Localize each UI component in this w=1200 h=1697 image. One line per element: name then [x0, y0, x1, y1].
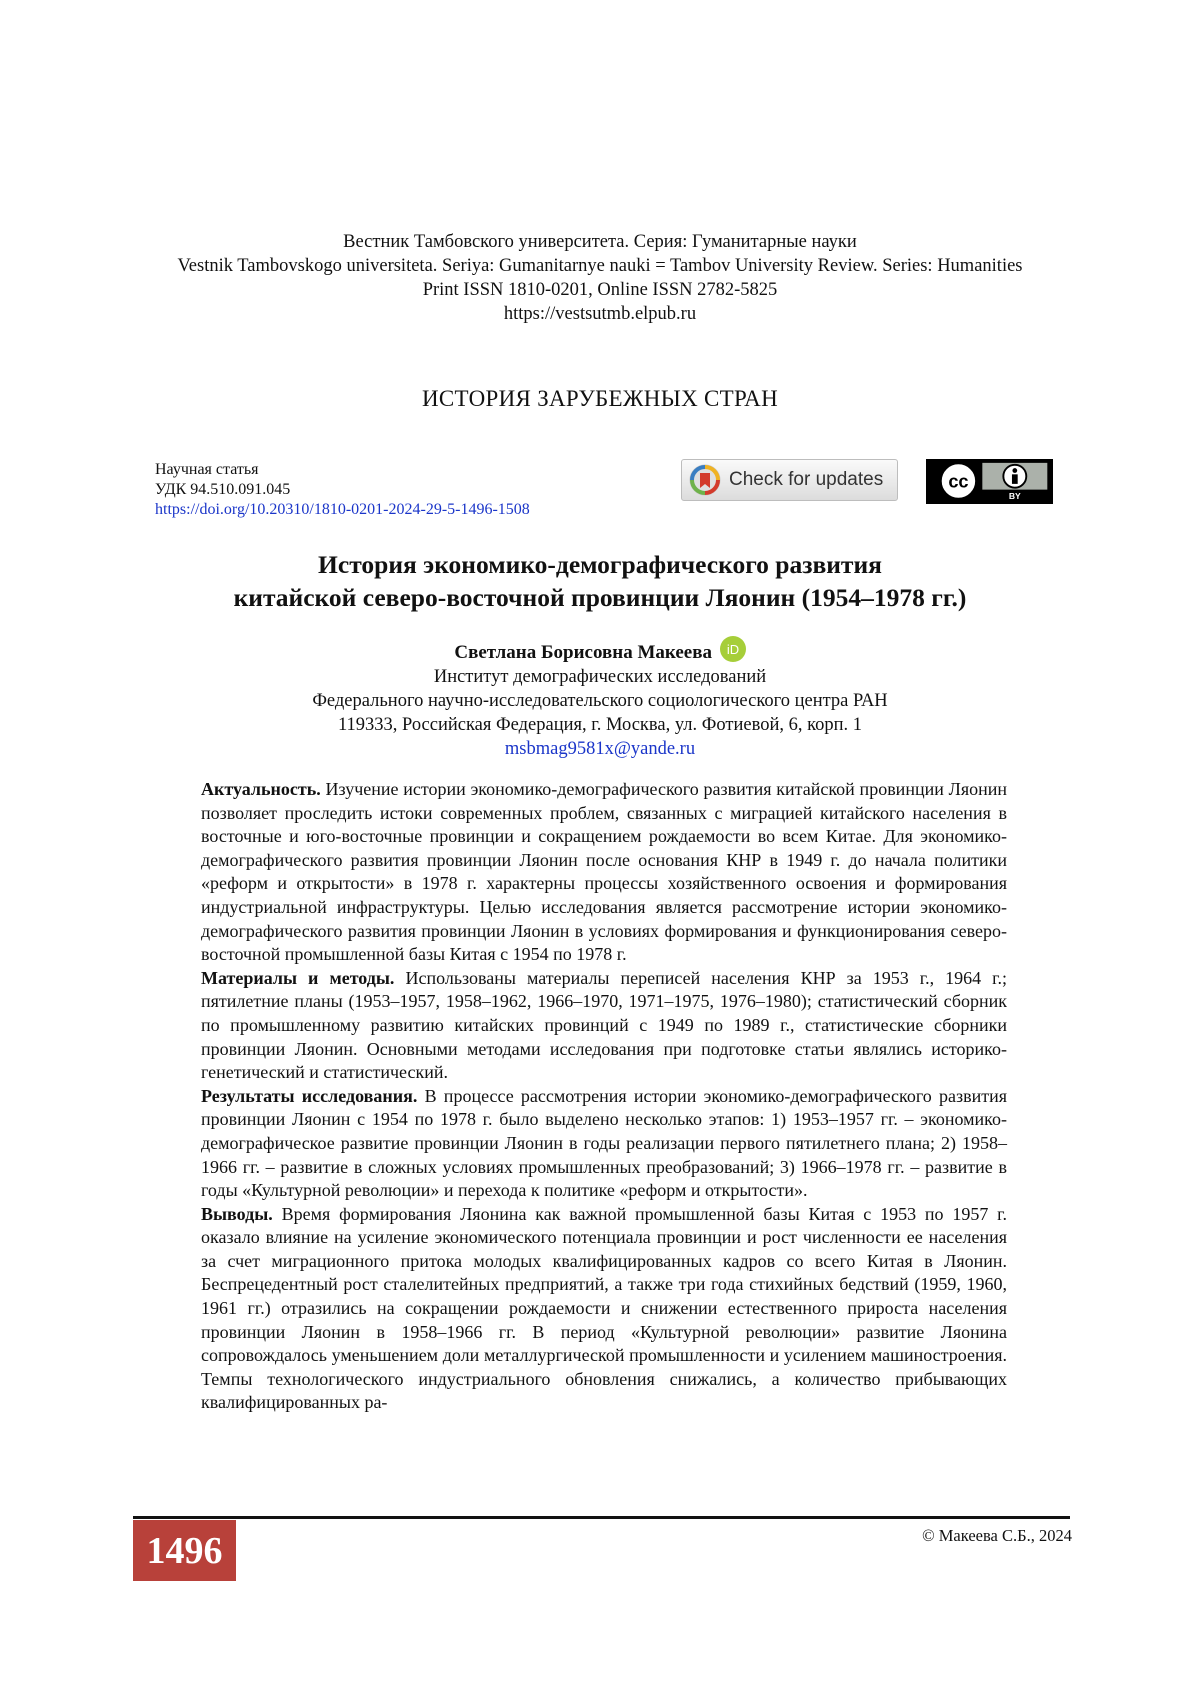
abstract-methods: [201, 967, 1007, 1085]
author-email[interactable]: msbmag9581x@yande.ru: [504, 739, 696, 759]
article-type: Научная статья: [155, 461, 259, 478]
affiliation-center: Федерального научно-исследовательского социологического центра РАН: [312, 691, 888, 711]
relevance-label: Актуальность.: [201, 779, 321, 799]
article-title-line2: китайской северо-восточной провинции Ляонин (1954–1978 гг.): [233, 583, 967, 612]
affiliation-institute: Институт демографических исследований: [433, 667, 767, 687]
abstract-relevance: [201, 778, 1007, 967]
relevance-text: Изучение истории экономико-демографического развития китайской провинции Ляонин позволяет проследить истоки современных проблем, связанных с миграцией китайского населения в восточные и юго-восточные провинции и сокращением рождаемости во всем Китае. Для экономико-демографического развития провинции Ляонин после основания КНР в 1949 г. до начала политики «реформ и открытости» в 1978 г. характерны процессы хозяйственного освоения и формирования индустриальной инфраструктуры. Целью исследования является рассмотрение истории экономико-демографического развития провинции Ляонин в условиях формирования и функционирования северо-восточной промышленной базы Китая с 1954 по 1978 г.: [201, 779, 1007, 965]
check-updates-icon: [689, 464, 721, 496]
orcid-label: iD: [726, 642, 739, 657]
udc-code: УДК 94.510.091.045: [155, 481, 291, 498]
doi-link[interactable]: https://doi.org/10.20310/1810-0201-2024-29-5-1496-1508: [155, 501, 530, 518]
footer-divider: [133, 1516, 1070, 1519]
author-name: Светлана Борисовна Макеева: [454, 642, 713, 663]
cc-by-license-icon[interactable]: [926, 459, 1053, 504]
journal-title-en: Vestnik Tambovskogo universiteta. Seriya: Gumanitarnye nauki = Tambov University Review. Series: Humanities: [177, 256, 1023, 276]
methods-label: Материалы и методы.: [201, 967, 395, 988]
by-label: BY: [1008, 491, 1021, 502]
copyright: © Макеева С.Б., 2024: [922, 1526, 1072, 1545]
check-for-updates-button[interactable]: [681, 459, 898, 501]
abstract: [201, 778, 1007, 1415]
methods-text: Использованы материалы переписей населения КНР за 1953 г., 1964 г.; пятилетние планы (1953–1957, 1958–1962, 1966–1970, 1971–1975, 1976–1980); статистический сборник по промышленному развитию китайских провинций с 1949 по 1989 г., статистические сборники провинции Ляонин. Основными методами исследования при подготовке статьи являлись историко-генетический и статистический.: [201, 967, 1007, 1083]
conclusions-text: Время формирования Ляонина как важной промышленной базы Китая с 1953 по 1957 г. оказало влияние на усиление экономического потенциала провинции и рост численности ее населения за счет миграционного притока молодых квалифицированных кадров со всего Китая в Ляонин. Беспрецедентный рост сталелитейных предприятий, а также три года стихийных бедствий (1959, 1960, 1961 гг.) отразились на сокращении рождаемости и снижении естественного прироста населения провинции Ляонин в 1958–1966 гг. В период «Культурной революции» развитие Ляонина сопровождалось уменьшением доли металлургической промышленности и усилением машиностроения. Темпы технологического индустриального обновления снижались, а количество прибывающих квалифицированных ра-: [201, 1203, 1007, 1413]
author-block: [0, 636, 1200, 761]
article-meta: [155, 460, 530, 520]
cc-symbol-text: cc: [948, 471, 969, 492]
page-number: 1496: [133, 1520, 236, 1581]
article-title: [0, 548, 1200, 614]
journal-url[interactable]: https://vestsutmb.elpub.ru: [503, 304, 697, 324]
results-label: Результаты исследования.: [201, 1085, 418, 1106]
journal-header: [0, 230, 1200, 326]
abstract-results: [201, 1085, 1007, 1203]
conclusions-label: Выводы.: [201, 1203, 273, 1224]
orcid-icon[interactable]: [720, 636, 746, 662]
section-title: ИСТОРИЯ ЗАРУБЕЖНЫХ СТРАН: [422, 386, 778, 411]
results-text: В процессе рассмотрения истории экономико-демографического развития провинции Ляонин с 1954 по 1978 г. было выделено несколько этапов: 1) 1953–1957 гг. – экономико-демографическое развитие провинции Ляонин в годы реализации первого пятилетнего плана; 2) 1958–1966 гг. – развитие в сложных условиях промышленных преобразований; 3) 1966–1978 гг. – развитие в годы «Культурной революции» и перехода к политике «реформ и открытости».: [201, 1085, 1007, 1201]
journal-title-ru: Вестник Тамбовского университета. Серия: Гуманитарные науки: [343, 232, 857, 252]
abstract-conclusions: [201, 1203, 1007, 1415]
article-title-line1: История экономико-демографического развития: [318, 550, 882, 579]
check-updates-label: Check for updates: [729, 469, 884, 490]
journal-issn: Print ISSN 1810-0201, Online ISSN 2782-5825: [422, 280, 778, 300]
affiliation-address: 119333, Российская Федерация, г. Москва, ул. Фотиевой, 6, корп. 1: [337, 715, 863, 735]
